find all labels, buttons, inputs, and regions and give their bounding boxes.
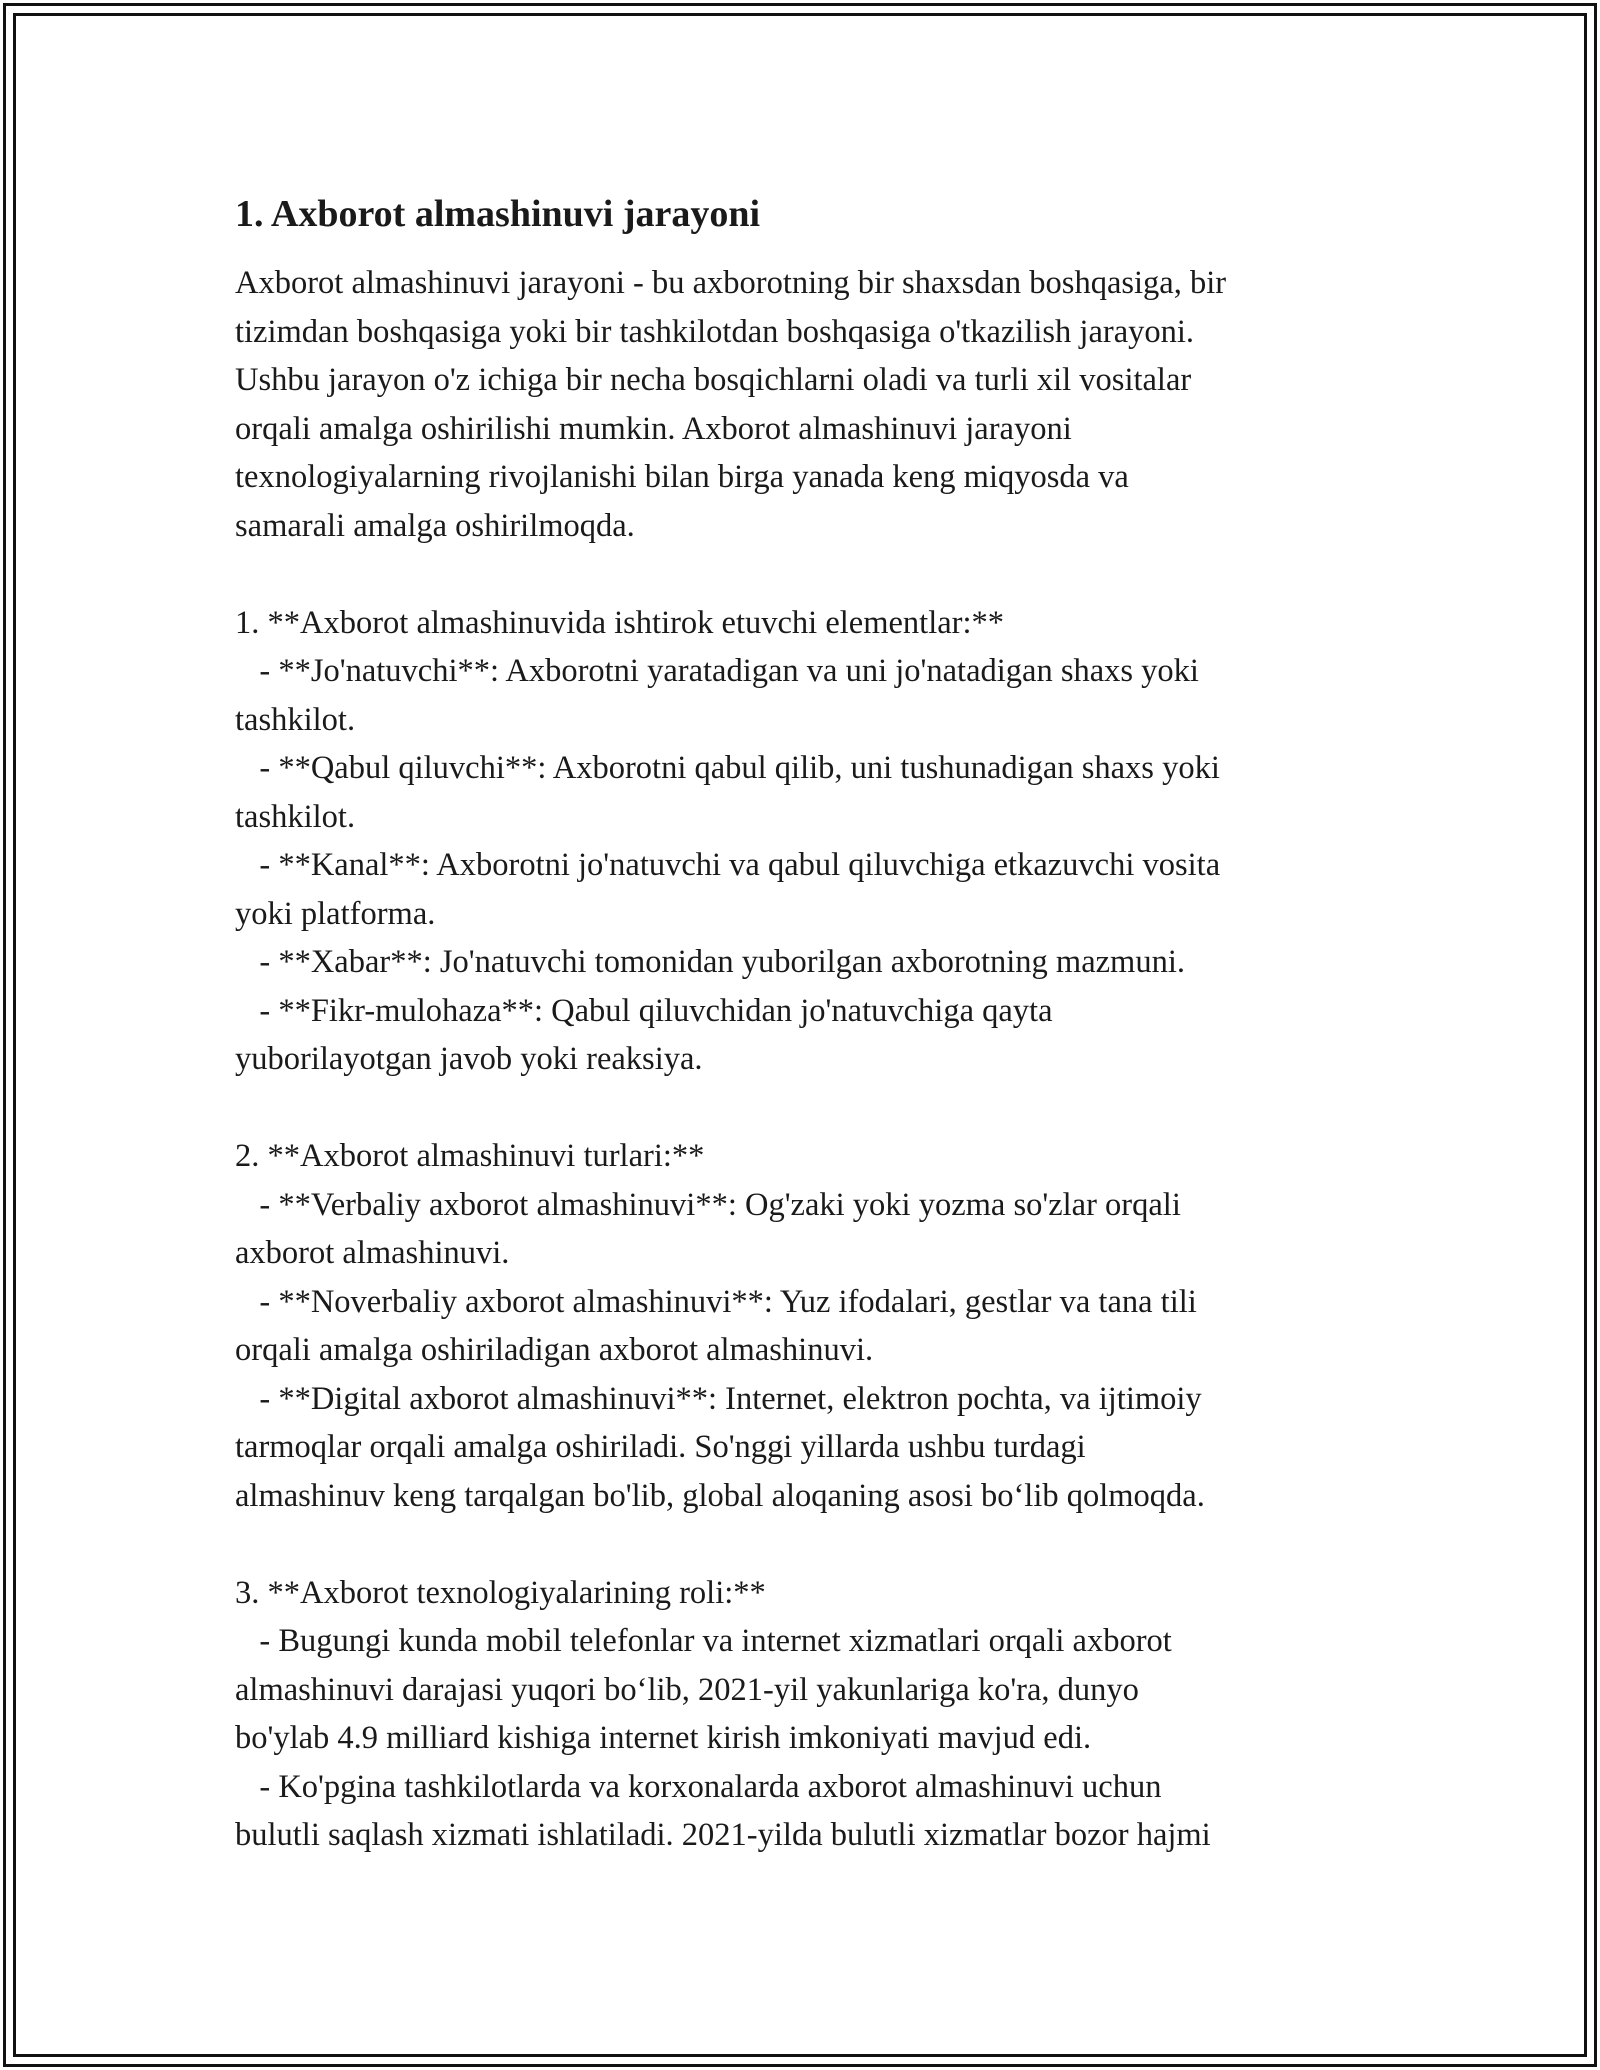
list-item-line: yuborilayotgan javob yoki reaksiya. <box>235 1041 703 1077</box>
document-body <box>235 188 1375 1860</box>
list-item-line: - **Jo'natuvchi**: Axborotni yaratadigan va uni jo'natadigan shaxs yoki <box>235 653 1199 689</box>
section-elements <box>235 599 1375 1084</box>
list-item <box>235 1617 1375 1763</box>
section-technology-role <box>235 1569 1375 1860</box>
list-item-line: - **Qabul qiluvchi**: Axborotni qabul qilib, uni tushunadigan shaxs yoki <box>235 750 1220 786</box>
intro-line: Ushbu jarayon o'z ichiga bir necha bosqichlarni oladi va turli xil vositalar <box>235 362 1192 398</box>
list-item-line: almashinuvi darajasi yuqori bo‘lib, 2021-yil yakunlariga ko'ra, dunyo <box>235 1671 1139 1708</box>
list-item-line: - **Verbaliy axborot almashinuvi**: Og'zaki yoki yozma so'zlar orqali <box>235 1186 1181 1223</box>
list-item-line: orqali amalga oshiriladigan axborot almashinuvi. <box>235 1332 874 1368</box>
intro-line: texnologiyalarning rivojlanishi bilan birga yanada keng miqyosda va <box>235 459 1129 495</box>
section-heading: 3. **Axborot texnologiyalarining roli:** <box>235 1574 766 1611</box>
list-item <box>235 987 1375 1084</box>
list-item-line: - **Xabar**: Jo'natuvchi tomonidan yuborilgan axborotning mazmuni. <box>235 944 1185 980</box>
intro-line: orqali amalga oshirilishi mumkin. Axborot almashinuvi jarayoni <box>235 410 1072 447</box>
intro-line: Axborot almashinuvi jarayoni - bu axborotning bir shaxsdan boshqasiga, bir <box>235 265 1227 301</box>
section-types <box>235 1132 1375 1520</box>
section-heading: 2. **Axborot almashinuvi turlari:** <box>235 1138 705 1174</box>
list-item <box>235 1763 1375 1860</box>
list-item-line: tarmoqlar orqali amalga oshiriladi. So'nggi yillarda ushbu turdagi <box>235 1429 1086 1465</box>
list-item-line: yoki platforma. <box>235 895 436 932</box>
list-item-line: - **Fikr-mulohaza**: Qabul qiluvchidan jo'natuvchiga qayta <box>235 992 1053 1029</box>
list-item-line: - **Noverbaliy axborot almashinuvi**: Yuz ifodalari, gestlar va tana tili <box>235 1283 1197 1320</box>
list-item-line: bo'ylab 4.9 milliard kishiga internet kirish imkoniyati mavjud edi. <box>235 1720 1092 1756</box>
list-item-line: tashkilot. <box>235 701 356 738</box>
list-item <box>235 647 1375 744</box>
list-item-line: almashinuv keng tarqalgan bo'lib, global aloqaning asosi bo‘lib qolmoqda. <box>235 1477 1205 1514</box>
list-item-line: - Bugungi kunda mobil telefonlar va internet xizmatlari orqali axborot <box>235 1623 1172 1659</box>
section-heading: 1. **Axborot almashinuvida ishtirok etuvchi elementlar:** <box>235 604 1005 641</box>
list-item <box>235 744 1375 841</box>
list-item-line: tashkilot. <box>235 798 356 835</box>
list-item-line: - Ko'pgina tashkilotlarda va korxonalarda axborot almashinuvi uchun <box>235 1768 1162 1805</box>
list-item <box>235 938 1375 987</box>
list-item-line: bulutli saqlash xizmati ishlatiladi. 2021-yilda bulutli xizmatlar bozor hajmi <box>235 1817 1211 1853</box>
intro-line: samarali amalga oshirilmoqda. <box>235 507 635 544</box>
list-item <box>235 1375 1375 1521</box>
list-item-line: - **Kanal**: Axborotni jo'natuvchi va qabul qiluvchiga etkazuvchi vosita <box>235 847 1221 883</box>
intro-line: tizimdan boshqasiga yoki bir tashkilotdan boshqasiga o'tkazilish jarayoni. <box>235 313 1195 350</box>
list-item <box>235 841 1375 938</box>
list-item-line: axborot almashinuvi. <box>235 1235 510 1271</box>
document-title: 1. Axborot almashinuvi jarayoni <box>235 193 761 235</box>
list-item <box>235 1181 1375 1278</box>
list-item-line: - **Digital axborot almashinuvi**: Internet, elektron pochta, va ijtimoiy <box>235 1380 1202 1417</box>
list-item <box>235 1278 1375 1375</box>
intro-paragraph <box>235 259 1375 550</box>
